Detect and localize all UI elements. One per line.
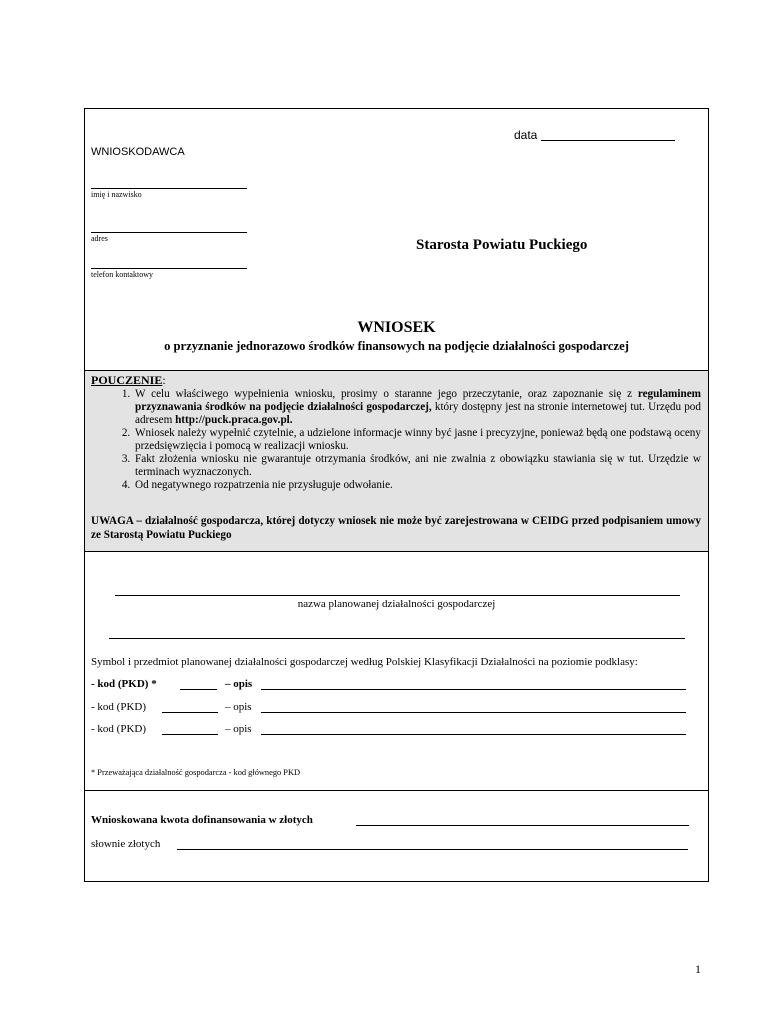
pkd-code-label-1: - kod (PKD) *	[91, 678, 157, 690]
divider	[85, 790, 708, 791]
form-subtitle: o przyznanie jednorazowo środków finansowych na podjęcie działalności gospodarczej	[164, 339, 629, 353]
pkd-footnote: * Przeważająca działalność gospodarcza - kod głównego PKD	[91, 768, 301, 777]
instruction-item-4: 4. Od negatywnego rozpatrzenia nie przysługuje odwołanie.	[133, 479, 701, 492]
activity-name-field-2[interactable]	[109, 638, 685, 639]
funding-amount-label: Wnioskowana kwota dofinansowania w złotych	[91, 814, 313, 826]
addressee: Starosta Powiatu Puckiego	[416, 237, 588, 253]
activity-name-caption: nazwa planowanej działalności gospodarczej	[297, 598, 496, 610]
pkd-code-field-1[interactable]	[180, 689, 217, 690]
address-caption: adres	[91, 234, 108, 243]
name-caption: imię i nazwisko	[91, 190, 142, 199]
ceidg-warning: UWAGA – działalność gospodarcza, której dotyczy wniosek nie może być zarejestrowana w CEIDG przed podpisaniem umowy ze Starostą Powiatu Puckiego	[91, 515, 701, 541]
form-frame	[84, 108, 709, 882]
page-number: 1	[695, 962, 701, 976]
phone-caption: telefon kontaktowy	[91, 270, 153, 279]
funding-words-field[interactable]	[177, 849, 688, 850]
pkd-intro: Symbol i przedmiot planowanej działalności gospodarczej według Polskiej Klasyfikacji Działalności na poziomie podklasy:	[91, 656, 638, 668]
pkd-code-label-2: - kod (PKD)	[91, 701, 146, 713]
funding-amount-field[interactable]	[356, 825, 689, 826]
pkd-code-field-3[interactable]	[162, 734, 218, 735]
divider	[85, 551, 708, 552]
instructions-heading: POUCZENIE:	[91, 373, 166, 387]
applicant-label: WNIOSKODAWCA	[91, 146, 185, 158]
date-label: data	[514, 128, 538, 142]
instruction-item-2: 2. Wniosek należy wypełnić czytelnie, a udzielone informacje winny być jasne i precyzyjne, ponieważ będą one podstawą oceny przedsięwzięcia i pomocą w realizacji wniosku.	[133, 427, 701, 453]
regulations-link[interactable]: http://puck.praca.gov.pl.	[175, 414, 293, 426]
address-field[interactable]	[91, 232, 247, 233]
pkd-code-label-3: - kod (PKD)	[91, 723, 146, 735]
date-field[interactable]	[541, 140, 675, 141]
instruction-item-3: 3. Fakt złożenia wniosku nie gwarantuje otrzymania środków, ani nie zwalnia z obowiązku stawiania się w tut. Urzędzie w terminach wyznaczonych.	[133, 453, 701, 479]
pkd-desc-label-1: – opis	[225, 678, 253, 690]
instructions-list	[93, 388, 701, 492]
funding-words-label: słownie złotych	[91, 838, 161, 850]
pkd-desc-field-2[interactable]	[261, 712, 686, 713]
pkd-desc-field-3[interactable]	[261, 734, 686, 735]
pkd-desc-field-1[interactable]	[261, 689, 686, 690]
name-field[interactable]	[91, 188, 247, 189]
pkd-code-field-2[interactable]	[162, 712, 218, 713]
pkd-desc-label-3: – opis	[225, 723, 252, 735]
form-title: WNIOSEK	[357, 319, 436, 336]
phone-field[interactable]	[91, 268, 247, 269]
pkd-desc-label-2: – opis	[225, 701, 252, 713]
instruction-item-1: 1. W celu właściwego wypełnienia wniosku, prosimy o staranne jego przeczytanie, oraz zapoznanie się z regulaminem przyznawania środków na podjęcie działalności gospodarczej, który dostępny jest na stronie internetowej tut. Urzędu pod adresem http://puck.praca.gov.pl.	[133, 388, 701, 427]
activity-name-field[interactable]	[115, 595, 680, 596]
